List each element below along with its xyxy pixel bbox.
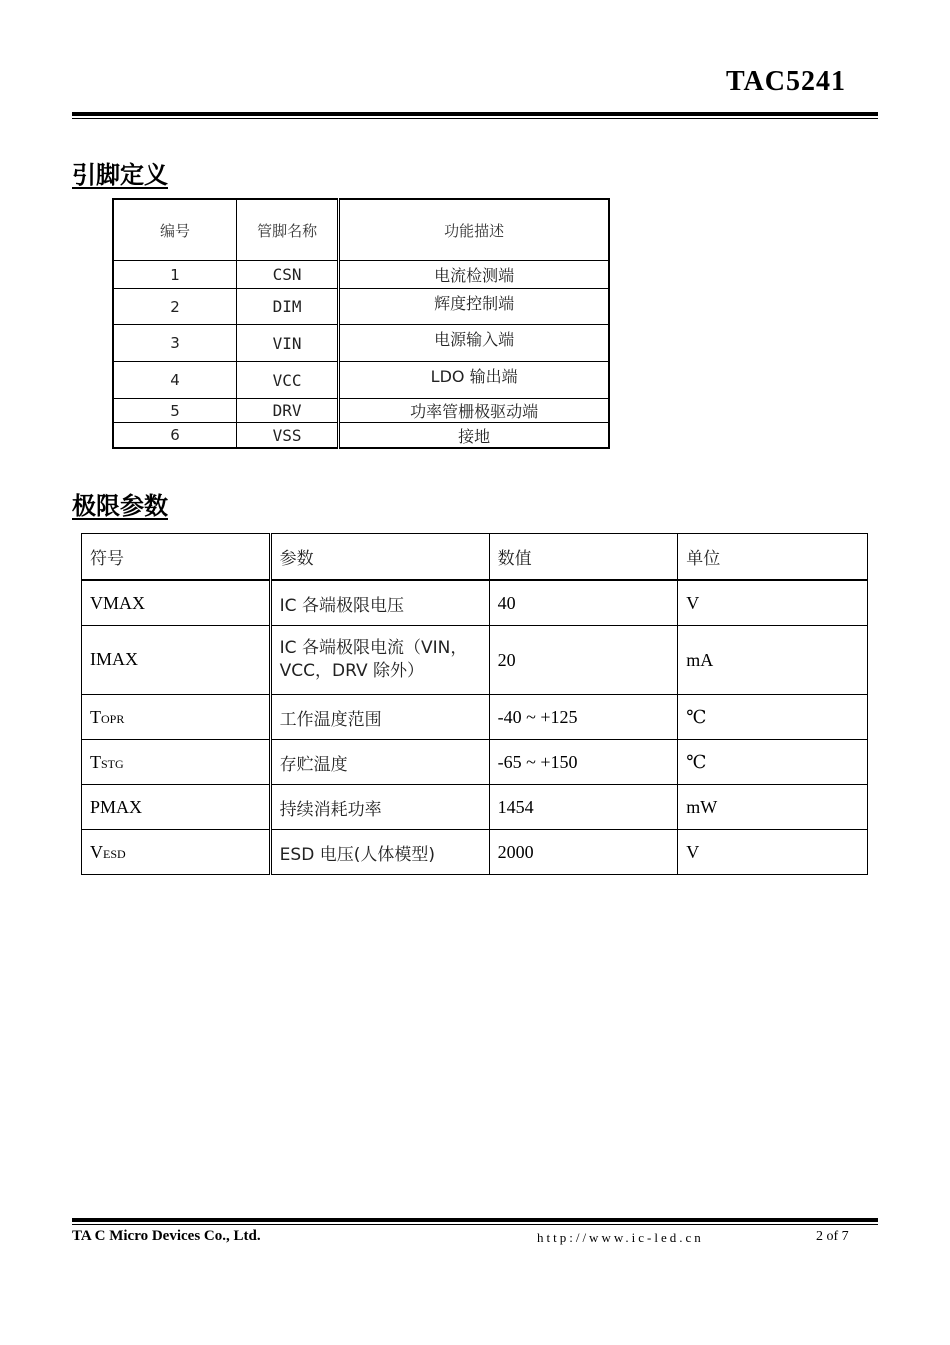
table-row xyxy=(82,695,868,740)
pin-name: DIM xyxy=(236,289,338,325)
table-row xyxy=(82,830,868,875)
value-cell: 20 xyxy=(489,626,678,695)
symbol-text: VMAX xyxy=(90,592,146,613)
document-title: TAC5241 xyxy=(725,66,846,97)
symbol-cell xyxy=(82,785,271,830)
pin-definition-table xyxy=(112,198,610,449)
table-header-row xyxy=(113,199,609,261)
table-row xyxy=(82,626,868,695)
header-cell: 符号 xyxy=(82,534,271,581)
symbol-subscript: ESD xyxy=(103,846,126,861)
parameter-cell: 持续消耗功率 xyxy=(270,785,489,830)
value-cell: -65 ~ +150 xyxy=(489,740,678,785)
pin-function: 辉度控制端 xyxy=(339,289,609,325)
pin-name: CSN xyxy=(236,261,338,289)
symbol-cell xyxy=(82,830,271,875)
pin-number: 1 xyxy=(113,261,236,289)
table-row xyxy=(113,325,609,362)
pin-name: VSS xyxy=(236,423,338,449)
symbol-cell xyxy=(82,740,271,785)
pin-number: 3 xyxy=(113,325,236,362)
footer-page-number: 2 of 7 xyxy=(816,1229,849,1244)
footer-url[interactable]: http://www.ic-led.cn xyxy=(537,1230,704,1245)
pin-section-title: 引脚定义 xyxy=(72,161,168,189)
parameter-cell: 存贮温度 xyxy=(270,740,489,785)
table-row xyxy=(113,399,609,423)
symbol-text: T xyxy=(90,706,101,727)
pin-number: 6 xyxy=(113,423,236,449)
symbol-text: T xyxy=(90,751,101,772)
header-cell: 数值 xyxy=(489,534,678,581)
limits-section-title: 极限参数 xyxy=(72,492,168,520)
footer-rule xyxy=(72,1218,878,1222)
symbol-subscript: OPR xyxy=(101,711,125,726)
pin-function: 接地 xyxy=(339,423,609,449)
pin-function: LDO 输出端 xyxy=(339,362,609,399)
pin-name: VCC xyxy=(236,362,338,399)
absolute-max-ratings-table xyxy=(81,533,868,875)
header-cell: 管脚名称 xyxy=(236,199,338,261)
table-row xyxy=(113,261,609,289)
parameter-cell: IC 各端极限电压 xyxy=(270,580,489,626)
table-row xyxy=(113,289,609,325)
value-cell: 1454 xyxy=(489,785,678,830)
value-cell: -40 ~ +125 xyxy=(489,695,678,740)
pin-number: 4 xyxy=(113,362,236,399)
symbol-cell xyxy=(82,580,271,626)
header-cell: 编号 xyxy=(113,199,236,261)
pin-function: 电源输入端 xyxy=(339,325,609,362)
table-row xyxy=(113,423,609,449)
header-cell: 功能描述 xyxy=(339,199,609,261)
parameter-cell: IC 各端极限电流（VIN，VCC，DRV 除外） xyxy=(270,626,489,695)
symbol-subscript: STG xyxy=(101,756,124,771)
unit-cell: ℃ xyxy=(678,740,868,785)
value-cell: 2000 xyxy=(489,830,678,875)
unit-cell: mW xyxy=(678,785,868,830)
symbol-text: V xyxy=(90,841,103,862)
unit-cell: V xyxy=(678,830,868,875)
table-row xyxy=(82,580,868,626)
header-cell: 单位 xyxy=(678,534,868,581)
unit-cell: ℃ xyxy=(678,695,868,740)
table-row xyxy=(82,785,868,830)
parameter-cell: ESD 电压(人体模型) xyxy=(270,830,489,875)
symbol-text: PMAX xyxy=(90,796,143,817)
table-row xyxy=(113,362,609,399)
header-rule xyxy=(72,112,878,116)
unit-cell: mA xyxy=(678,626,868,695)
pin-function: 电流检测端 xyxy=(339,261,609,289)
pin-name: DRV xyxy=(236,399,338,423)
table-row xyxy=(82,740,868,785)
table-header-row xyxy=(82,534,868,581)
symbol-cell xyxy=(82,626,271,695)
symbol-text: IMAX xyxy=(90,648,138,669)
pin-number: 5 xyxy=(113,399,236,423)
pin-name: VIN xyxy=(236,325,338,362)
footer-rule-thin xyxy=(72,1224,878,1225)
header-rule-thin xyxy=(72,118,878,119)
header-cell: 参数 xyxy=(270,534,489,581)
parameter-cell: 工作温度范围 xyxy=(270,695,489,740)
value-cell: 40 xyxy=(489,580,678,626)
symbol-cell xyxy=(82,695,271,740)
pin-function: 功率管栅极驱动端 xyxy=(339,399,609,423)
pin-number: 2 xyxy=(113,289,236,325)
unit-cell: V xyxy=(678,580,868,626)
footer-company: TA C Micro Devices Co., Ltd. xyxy=(72,1228,261,1244)
